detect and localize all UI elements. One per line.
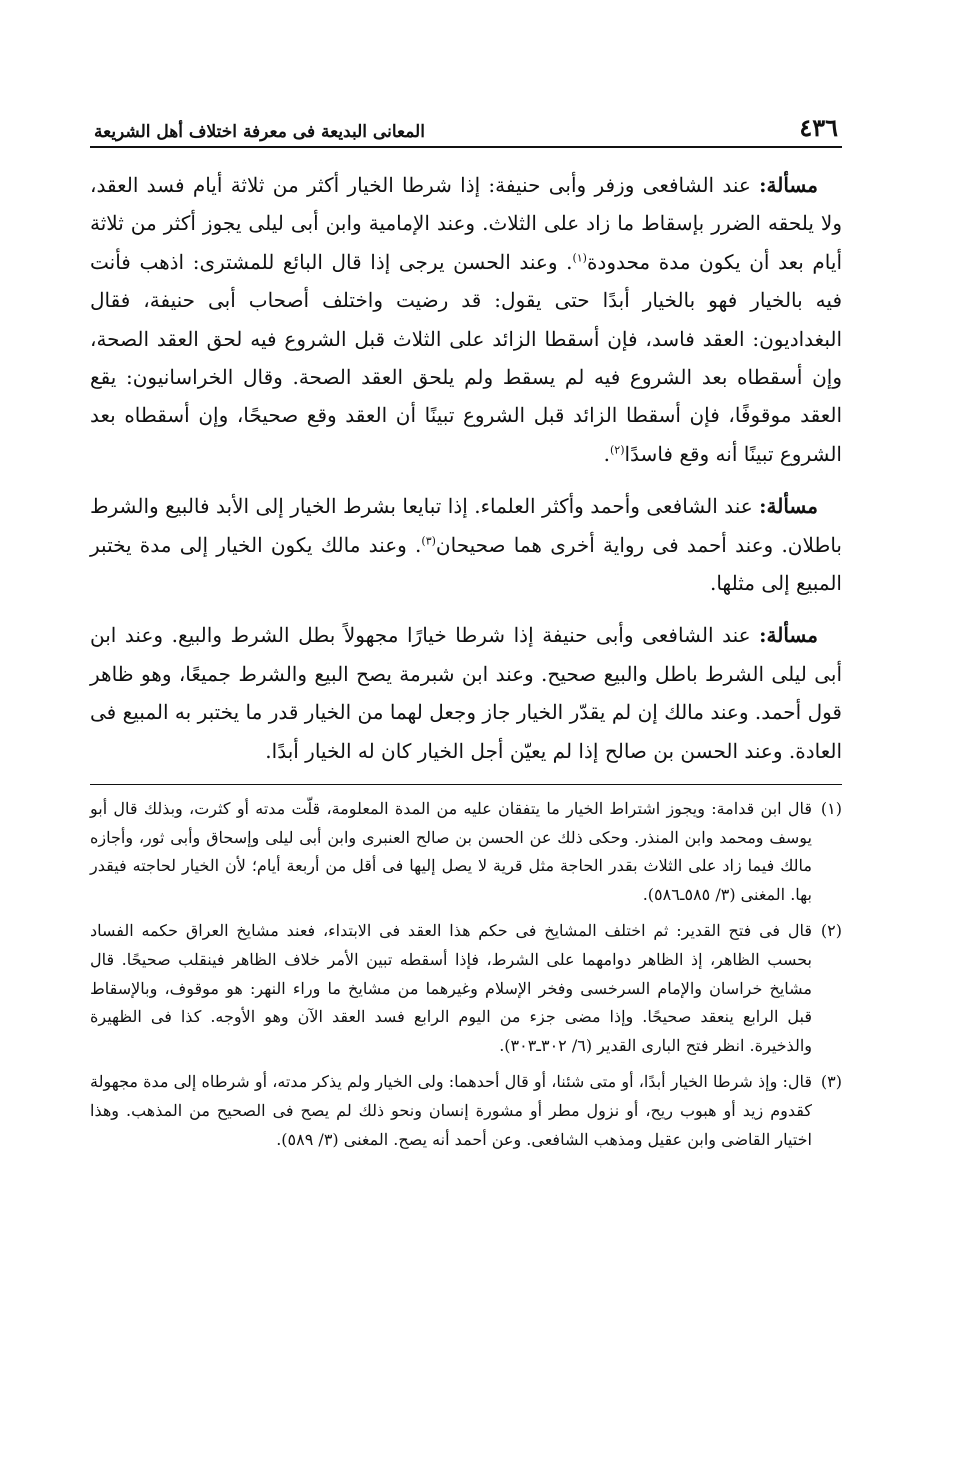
- footnote-ref[interactable]: (٣): [421, 534, 436, 547]
- footnote-text: قال فى فتح القدير: ثم اختلف المشايخ فى حكم هذا العقد فى الابتداء، فعند مشايخ العراق حكمه الفساد بحسب الظاهر، إذ الظاهر دوامهما على الشرط، فإذا أسقطه تبين الأمر خلاف الظاهر فينقلب صحيحًا. قال مشايخ خراسان والإمام السرخسى وفخر الإسلام وغيرهما من مشايخ ما وراء النهر: هو موقوف، وبالإسقاط قبل الرابع ينعقد صحيحًا. وإذا مضى جزء من اليوم الرابع فسد العقد الآن وهو الأوجه. كذا فى الظهيرة والذخيرة. انظر فتح البارى القدير (٦/ ٣٠٢ـ٣٠٣).: [90, 921, 813, 1055]
- issue-label: مسألة:: [759, 494, 818, 519]
- issue-text: عند الشافعى وأبى حنيفة إذا شرطا خيارًا مجهولاً بطل الشرط والبيع. وعند ابن أبى ليلى الشرط باطل والبيع صحيح. وعند ابن شبرمة يصح البيع والشرط جميعًا، وهو ظاهر قول أحمد. وعند مالك إن لم يقدّر الخيار جاز وجعل لهما من الخيار قدر ما يختبر به المبيع فى العادة. وعند الحسن بن صالح إذا لم يعيّن أجل الخيار كان له الخيار أبدًا.: [90, 623, 842, 763]
- footnotes: [90, 795, 842, 1154]
- issue-paragraph-2: [90, 487, 842, 602]
- footnote-divider: [90, 784, 842, 785]
- running-title: المعانى البديعة فى معرفة اختلاف أهل الشريعة: [94, 122, 425, 142]
- page-header: [90, 108, 842, 148]
- footnote-3: [90, 1068, 842, 1154]
- issue-text: عند الشافعى وزفر وأبى حنيفة: إذا شرطا الخيار أكثر من ثلاثة أيام فسد العقد، ولا يلحقه الضرر بإسقاط ما زاد على الثلاث. وعند الإمامية وابن أبى ليلى يجوز أكثر من ثلاثة أيام بعد أن يكون مدة محدودة: [90, 173, 842, 274]
- book-page: [90, 108, 842, 1162]
- footnote-number: (٢): [820, 921, 842, 941]
- footnote-text: قال: وإذ شرطا الخيار أبدًا، أو متى شئنا، أو قال أحدهما: ولى الخيار ولم يذكر مدته، أو شرطاه إلى مدة مجهولة كقدوم زيد أو هبوب ريح، أو نزول مطر أو مشورة إنسان ونحو ذلك لم يصح فى الصحيح من المذهب. وهذا اختيار القاضى وابن عقيل ومذهب الشافعى. وعن أحمد أنه يصح. المغنى (٣/ ٥٨٩).: [90, 1072, 812, 1149]
- footnote-ref[interactable]: (٢): [609, 443, 625, 457]
- footnote-1: [90, 795, 842, 909]
- issue-paragraph-1: [90, 166, 842, 473]
- issue-label: مسألة:: [759, 173, 818, 197]
- footnote-ref[interactable]: (١): [572, 251, 587, 265]
- footnote-number: (٣): [820, 1072, 842, 1092]
- issue-text-end: .: [603, 441, 610, 466]
- footnote-number: (١): [820, 799, 842, 819]
- issue-paragraph-3: [90, 616, 842, 770]
- issue-text-continued: . وعند مالك يكون الخيار إلى مدة يختبر المبيع إلى مثلها.: [90, 532, 842, 596]
- issue-text: عند الشافعى وأحمد وأكثر العلماء. إذا تبايعا بشرط الخيار إلى الأبد فالبيع والشرط باطلان. وعند أحمد فى رواية أخرى هما صحيحان: [90, 494, 842, 557]
- footnote-2: [90, 917, 842, 1060]
- page-number: ٤٣٦: [799, 113, 838, 142]
- main-text: [90, 166, 842, 770]
- issue-text-continued: . وعند الحسن يرجى إذا قال البائع للمشترى: اذهب فأنت فيه بالخيار فهو بالخيار أبدًا حتى يقول: قد رضيت واختلف أصحاب أبى حنيفة، فقال البغداديون: العقد فاسد، فإن أسقطا الزائد على الثلاث قبل الشروع فيه لحق العقد الصحة، وإن أسقطاه بعد الشروع فيه لم يسقط ولم يلحق العقد الصحة. وقال الخراسانيون: يقع العقد موقوفًا، فإن أسقطا الزائد قبل الشروع تبينًا أن العقد وقع صحيحًا، وإن أسقطاه بعد الشروع تبينًا أنه وقع فاسدًا: [90, 249, 843, 466]
- footnote-text: قال ابن قدامة: ويجوز اشتراط الخيار ما يتفقان عليه من المدة المعلومة، قلّت مدته أو كثرت، وبذلك قال أبو يوسف ومحمد وابن المنذر. وحكى ذلك عن الحسن بن صالح العنبرى وابن أبى ليلى وإسحاق وأبى ثور، وأجازه مالك فيما زاد على الثلاث بقدر الحاجة مثل قرية لا يصل إليها فى أقل من أربعة أيام؛ لأن الخيار لحاجته فيقدر بها. المغنى (٣/ ٥٨٥ـ٥٨٦).: [90, 799, 812, 904]
- issue-label: مسألة:: [759, 623, 818, 648]
